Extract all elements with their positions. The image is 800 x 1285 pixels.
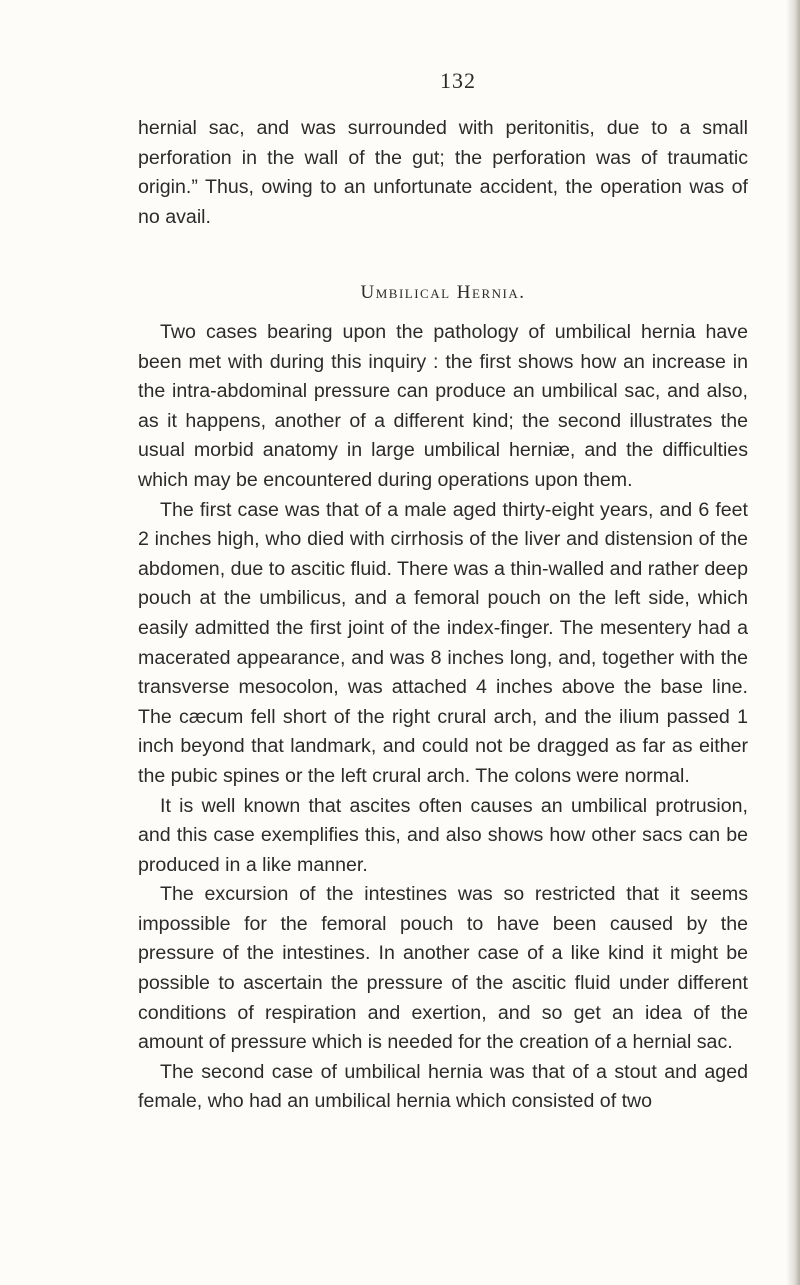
opening-paragraph-block <box>138 114 748 232</box>
paragraph: The excursion of the intestines was so restricted that it seems impossible for the femoral pouch to have been caused by the pressure of the intestines. In another case of a like kind it might be possible to ascertain the pressure of the ascitic fluid under different conditions of respiration and exertion, and so get an idea of the amount of pressure which is needed for the creation of a hernial sac. <box>138 883 748 1054</box>
paragraph: Two cases bearing upon the pathology of umbilical hernia have been met with during this inquiry : the first shows how an increase in the intra-abdominal pressure can produce an umbilical sac, and also, as it happens, another of a different kind; the second illustrates the usual morbid anatomy in large umbilical herniæ, and the difficulties which may be encountered during operations upon them. <box>138 321 748 491</box>
page-edge-shadow <box>786 0 800 1285</box>
paragraph: It is well known that ascites often causes an umbilical protrusion, and this case exemplifies this, and also shows how other sacs can be produced in a like manner. <box>138 794 748 876</box>
section-heading: Umbilical Hernia. <box>360 282 526 303</box>
paragraph: The second case of umbilical hernia was that of a stout and aged female, who had an umbilical hernia which consisted of two <box>138 1060 748 1113</box>
page-number: 132 <box>440 68 476 93</box>
paragraph: The first case was that of a male aged thirty-eight years, and 6 feet 2 inches high, who died with cirrhosis of the liver and distension of the abdomen, due to ascitic fluid. There was a thin-walled and rather deep pouch at the umbilicus, and a femoral pouch on the left side, which easily admitted the first joint of the index-finger. The mesentery had a macerated appearance, and was 8 inches long, and, together with the transverse mesocolon, was attached 4 inches above the base line. The cæcum fell short of the right crural arch, and the ilium passed 1 inch beyond that landmark, and could not be dragged as far as either the pubic spines or the left crural arch. The colons were normal. <box>138 498 748 787</box>
opening-paragraph: hernial sac, and was surrounded with peritonitis, due to a small perforation in the wall of the gut; the perforation was of traumatic origin.” Thus, owing to an unfortunate accident, the operation was of no avail. <box>138 117 748 228</box>
body-text <box>138 318 748 1117</box>
